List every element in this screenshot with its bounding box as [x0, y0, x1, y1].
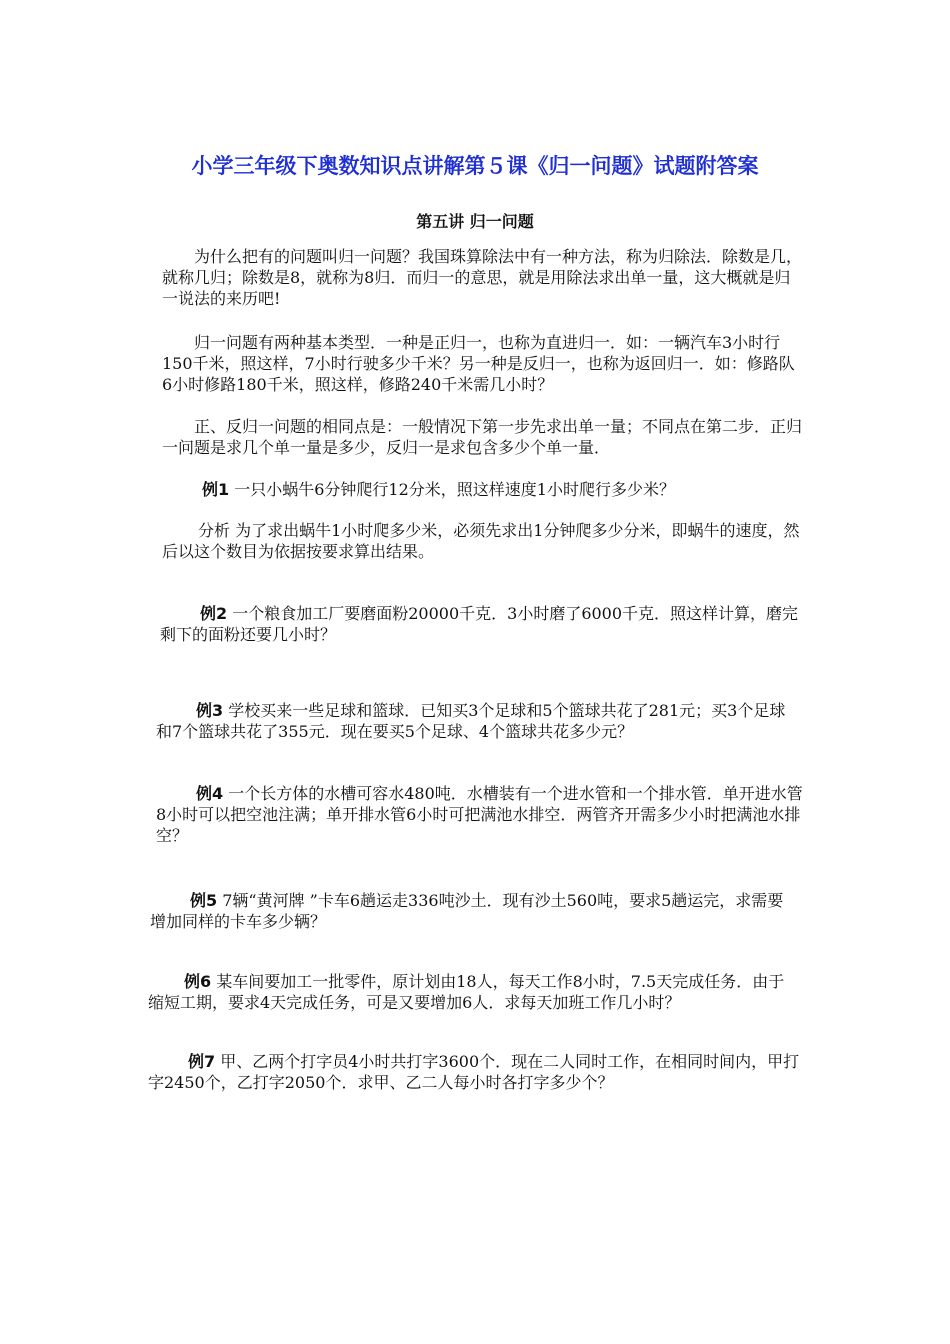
example-label: 例7 [188, 1052, 216, 1071]
example-text: 甲、乙两个打字员4小时共打字3600个．现在二人同时工作，在相同时间内，甲打字2450个，乙打字2050个．求甲、乙二人每小时各打字多少个？ [148, 1052, 800, 1092]
example-text: 一个粮食加工厂要磨面粉20000千克．3小时磨了6000千克．照这样计算，磨完剩下的面粉还要几小时？ [160, 604, 799, 644]
example-6 [148, 971, 793, 1013]
analysis-text: 为了求出蜗牛1小时爬多少米，必须先求出1分钟爬多少分米，即蜗牛的速度，然后以这个数目为依据按要求算出结果。 [162, 521, 800, 561]
example-label: 例3 [196, 701, 224, 720]
intro-paragraph-2: 归一问题有两种基本类型．一种是正归一，也称为直进归一．如：一辆汽车3小时行150千米，照这样，7小时行驶多少千米？另一种是反归一，也称为返回归一．如：修路队6小时修路180千米，照这样，修路240千米需几小时？ [162, 333, 795, 394]
example-4 [156, 783, 812, 846]
example-label: 例5 [190, 891, 218, 910]
example-1 [162, 479, 802, 500]
example-5 [150, 890, 795, 932]
example-text: 某车间要加工一批零件，原计划由18人，每天工作8小时，7.5天完成任务．由于缩短工期，要求4天完成任务，可是又要增加6人．求每天加班工作几小时？ [148, 972, 785, 1012]
example-text: 7辆“黄河牌 ”卡车6趟运走336吨沙土．现有沙土560吨，要求5趟运完，求需要增加同样的卡车多少辆？ [150, 891, 784, 931]
example-text: 学校买来一些足球和篮球．已知买3个足球和5个篮球共花了281元；买3个足球和7个篮球共花了355元．现在要买5个足球、4个篮球共花多少元？ [156, 701, 786, 741]
example-text: 一个长方体的水槽可容水480吨．水槽装有一个进水管和一个排水管．单开进水管8小时可以把空池注满；单开排水管6小时可把满池水排空．两管齐开需多少小时把满池水排空？ [156, 784, 803, 845]
intro-paragraph-3: 正、反归一问题的相同点是：一般情况下第一步先求出单一量；不同点在第二步．正归一问题是求几个单一量是多少，反归一是求包含多少个单一量． [162, 417, 803, 457]
example-label: 例6 [184, 972, 212, 991]
example-2 [160, 603, 800, 645]
example-label: 例2 [200, 604, 228, 623]
analysis-label: 分析 [198, 521, 231, 540]
example-label: 例4 [196, 784, 224, 803]
intro-paragraph-1: 为什么把有的问题叫归一问题？我国珠算除法中有一种方法，称为归除法．除数是几，就称几归；除数是8，就称为8归．而归一的意思，就是用除法求出单一量，这大概就是归一说法的来历吧! [162, 247, 803, 308]
document-title: 小学三年级下奥数知识点讲解第５课《归一问题》试题附答案 [191, 154, 759, 179]
example-label: 例1 [202, 480, 230, 499]
example-7 [148, 1051, 808, 1093]
lecture-subtitle: 第五讲 归一问题 [416, 212, 534, 231]
analysis [162, 520, 802, 562]
example-text: 一只小蜗牛6分钟爬行12分米，照这样速度1小时爬行多少米？ [234, 480, 675, 499]
example-3 [156, 700, 801, 742]
